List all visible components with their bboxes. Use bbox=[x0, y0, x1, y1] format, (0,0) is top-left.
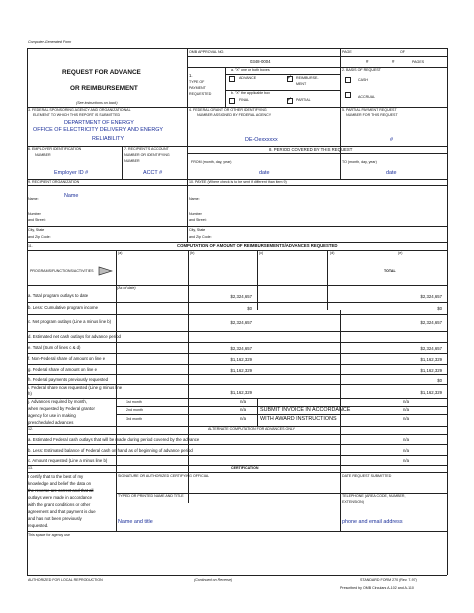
partial-label: PARTIAL bbox=[296, 98, 311, 102]
row-b-label: b. Less: Cumulative program income bbox=[28, 305, 98, 310]
row-c-value: $2,324,657 bbox=[230, 320, 252, 325]
accrual-checkbox[interactable] bbox=[345, 92, 351, 98]
form-title-line2: OR REIMBURSEMENT bbox=[70, 85, 138, 92]
col-b-label: (b) bbox=[190, 251, 195, 255]
sec5-label2: NUMBER FOR THIS REQUEST bbox=[346, 113, 398, 117]
sec10-street-label: and Street: bbox=[189, 218, 207, 222]
footer-middle: (Continued on Reverse) bbox=[194, 578, 233, 582]
sec12-row-b-value: n/a bbox=[403, 448, 409, 453]
row-a-total: $2,324,657 bbox=[420, 294, 442, 299]
row-c-total: $2,324,657 bbox=[420, 320, 442, 325]
col-c-label: (c) bbox=[259, 251, 264, 255]
row-i-label2: h) bbox=[28, 391, 32, 396]
submit-note1: SUBMIT INVOICE IN ACCORDANCE bbox=[260, 407, 351, 413]
sec7-label1: 7. RECIPIENT'S ACCOUNT bbox=[124, 147, 169, 151]
cert-line5: with the grant conditions or other bbox=[28, 502, 91, 507]
as-of-date-label: (As of date) bbox=[117, 286, 136, 290]
row-a-label: a. Total program outlays to date bbox=[28, 293, 89, 298]
cash-label: CASH bbox=[358, 78, 368, 82]
sec8-from-value: date bbox=[259, 170, 270, 176]
month3-label: 3rd month bbox=[126, 417, 143, 421]
sec8-label: 8. PERIOD COVERED BY THIS REQUEST bbox=[269, 147, 353, 152]
sec10-name-label: Name: bbox=[189, 197, 200, 201]
month1-total: n/a bbox=[403, 399, 409, 404]
row-e-total: $2,324,657 bbox=[420, 346, 442, 351]
sec11-title: COMPUTATION OF AMOUNT OF REIMBURSEMENTS/ADVANCES REQUESTED bbox=[177, 243, 338, 248]
advance-checkbox[interactable] bbox=[229, 76, 235, 82]
row-g-label: g. Federal share of amount on line e bbox=[28, 367, 98, 372]
final-label: FINAL bbox=[239, 98, 250, 102]
name-title-value: Name and title bbox=[118, 519, 153, 525]
row-a-value: $2,324,657 bbox=[230, 294, 252, 299]
sec7-label3: NUMBER bbox=[124, 159, 140, 163]
sec10-city-label: City, State bbox=[189, 228, 206, 232]
cert-line8: requested. bbox=[28, 523, 49, 528]
sec6-label2: NUMBER bbox=[35, 153, 51, 157]
sec9-street-label: and Street: bbox=[28, 218, 46, 222]
month2-label: 2nd month bbox=[126, 408, 143, 412]
sec6-label1: 6. EMPLOYER IDENTIFICATION bbox=[28, 147, 82, 151]
sec6-value: Employer ID # bbox=[54, 170, 89, 176]
sec3-value3: RELIABILITY bbox=[92, 136, 125, 142]
sec1-b-label: b. "X" the applicable box bbox=[231, 91, 270, 95]
row-g-total: $1,162,329 bbox=[420, 368, 442, 373]
cert-line3: the reverse are correct and that all bbox=[28, 488, 94, 493]
month2-value: n/a bbox=[240, 407, 246, 412]
sec3-value1: DEPARTMENT OF ENERGY bbox=[64, 120, 134, 126]
sec4-label1: 4. FEDERAL GRANT OR OTHER IDENTIFYING bbox=[189, 108, 267, 112]
cert-line2: knowledge and belief the data on bbox=[28, 481, 92, 486]
pages-label: PAGES bbox=[412, 60, 425, 64]
month3-total: n/a bbox=[403, 416, 409, 421]
month1-label: 1st month bbox=[126, 400, 142, 404]
row-e-value: $2,324,657 bbox=[230, 346, 252, 351]
sec3-value2: OFFICE OF ELECTRICITY DELIVERY AND ENERGY bbox=[33, 127, 164, 133]
arrow-right-icon bbox=[98, 266, 113, 276]
accrual-label: ACCRUAL bbox=[358, 95, 376, 99]
form-instructions: (See instructions on back) bbox=[76, 101, 118, 105]
sec12-row-a-value: n/a bbox=[403, 437, 409, 442]
form-caption: Computer-Generated Form bbox=[28, 40, 72, 44]
of-label: OF bbox=[400, 50, 405, 54]
sec10-zip-label: and Zip Code: bbox=[189, 235, 212, 239]
row-i-value: $1,162,329 bbox=[230, 390, 252, 395]
row-h-label: h. Federal payments previously requested bbox=[28, 377, 109, 382]
phone-label2: EXTENSION) bbox=[342, 500, 364, 504]
sec13-num: 13. bbox=[28, 466, 33, 470]
phone-email-value: phone and email address bbox=[342, 519, 403, 525]
sec12-row-c-label: c. Amount requested (Line a minus line b) bbox=[28, 458, 108, 463]
footer-left: AUTHORIZED FOR LOCAL REPRODUCTION bbox=[28, 578, 103, 582]
sec4-label2: NUMBER ASSIGNED BY FEDERAL AGENCY bbox=[197, 113, 272, 117]
cash-checkbox[interactable] bbox=[345, 77, 351, 83]
row-e-label: e. Total (Sum of lines c & d) bbox=[28, 345, 81, 350]
date-submitted-label: DATE REQUEST SUBMITTED bbox=[342, 474, 392, 478]
programs-label: PROGRAMS/FUNCTIONS/ACTIVITIES bbox=[30, 269, 94, 273]
final-checkbox[interactable] bbox=[229, 98, 235, 104]
sec10-number-label: Number bbox=[189, 212, 202, 216]
row-b-value: $0 bbox=[247, 306, 252, 311]
sec4-value: DE-Oexxxxxx bbox=[245, 137, 278, 143]
partial-check-icon: ✓ bbox=[287, 97, 293, 103]
col-a-label: (a) bbox=[118, 251, 123, 255]
row-f-label: f. Non-Federal share of amount on line e bbox=[28, 356, 106, 361]
sec1-num: 1. bbox=[189, 73, 193, 78]
sec7-value: ACCT # bbox=[143, 170, 163, 176]
month1-value: n/a bbox=[240, 399, 246, 404]
reimbursement-label1: REIMBURSE- bbox=[296, 76, 319, 80]
sec11-num: 11. bbox=[28, 244, 33, 248]
cert-line6: agreement and that payment is due bbox=[28, 509, 96, 514]
cert-line7: and has not been previously bbox=[28, 516, 82, 521]
sec9-name-label: Name: bbox=[28, 197, 39, 201]
sec12-row-a-label: a. Estimated Federal cash outlays that will be made during period covered by the advance bbox=[28, 437, 200, 442]
row-j-label1: j. Advances required by month, bbox=[28, 399, 87, 404]
col-e-label: (e) bbox=[398, 251, 403, 255]
omb-label: OMB APPROVAL NO. bbox=[189, 50, 225, 54]
row-c-label: c. Net program outlays (Line a minus line b) bbox=[28, 319, 112, 324]
sec12-title: ALTERNATE COMPUTATION FOR ADVANCES ONLY bbox=[208, 427, 296, 431]
sec1-type-label: TYPE OF bbox=[189, 80, 205, 84]
submit-note2: WITH AWARD INSTRUCTIONS bbox=[260, 416, 337, 422]
sec9-name-value: Name bbox=[64, 193, 79, 199]
sec3-label2: ELEMENT TO WHICH THIS REPORT IS SUBMITTED bbox=[33, 113, 121, 117]
sec13-title: CERTIFICATION bbox=[231, 466, 259, 470]
month3-value: n/a bbox=[240, 416, 246, 421]
row-d-label: d. Estimated net cash outlays for advance period bbox=[28, 334, 121, 339]
sec9-zip-label: and Zip Code: bbox=[28, 235, 51, 239]
footer-right2: Prescribed by OMB Circulars A-102 and A-110 bbox=[340, 586, 414, 590]
row-j-label3: agency for use in making bbox=[28, 413, 76, 418]
sec10-label: 10. PAYEE (Where check is to be sent if different than item 9) bbox=[189, 180, 287, 184]
row-j-label4: prescheduled advances bbox=[28, 420, 74, 425]
row-i-total: $1,162,329 bbox=[420, 390, 442, 395]
page-label: PAGE bbox=[342, 50, 352, 54]
row-h-total: $0 bbox=[437, 378, 442, 383]
sec9-label: 9. RECIPIENT ORGANIZATION bbox=[28, 180, 80, 184]
sec9-number-label: Number bbox=[28, 212, 41, 216]
sec12-num: 12. bbox=[28, 427, 33, 431]
sec8-to-label: TO (month, day, year) bbox=[342, 160, 377, 164]
row-i-label1: i. Federal share now requested (Line g minus line bbox=[28, 385, 123, 390]
month2-total: n/a bbox=[403, 407, 409, 412]
sec7-label2: NUMBER OR IDENTIFYING bbox=[124, 153, 170, 157]
omb-number: 0348-0004 bbox=[250, 59, 271, 64]
cert-line4: outlays were made in accordance bbox=[28, 495, 93, 500]
cert-line1: I certify that to the best of my bbox=[28, 474, 84, 479]
sec1-requested-label: REQUESTED bbox=[189, 92, 212, 96]
row-f-total: $1,162,329 bbox=[420, 357, 442, 362]
advance-label: ADVANCE bbox=[239, 76, 257, 80]
page-number: # bbox=[366, 59, 369, 64]
row-j-label2: when requested by Federal grantor bbox=[28, 406, 95, 411]
sec8-to-value: date bbox=[386, 170, 397, 176]
row-g-value: $1,162,329 bbox=[230, 368, 252, 373]
sec5-label1: 5. PARTIAL PAYMENT REQUEST bbox=[342, 108, 397, 112]
reimbursement-label2: MENT bbox=[296, 82, 307, 86]
sec8-from-label: FROM (month, day, year) bbox=[191, 160, 232, 164]
total-header: TOTAL bbox=[384, 269, 396, 273]
row-b-total: $0 bbox=[437, 306, 442, 311]
sec12-row-b-label: b. Less: Estimated balance of Federal cash on hand as of beginning of advance period bbox=[28, 448, 193, 453]
footer-right: STANDARD FORM 270 (Rev. 7-97) bbox=[360, 578, 417, 582]
sec2-label: 2. BASIS OF REQUEST bbox=[342, 68, 381, 72]
reimbursement-check-icon: ✓ bbox=[287, 75, 293, 81]
signature-label: SIGNATURE OR AUTHORIZED CERTIFYING OFFICIAL bbox=[118, 474, 210, 478]
col-d-label: (d) bbox=[330, 251, 335, 255]
sec12-row-c-value: n/a bbox=[403, 458, 409, 463]
sec3-label1: 3. FEDERAL SPONSORING AGENCY AND ORGANIZATIONAL bbox=[28, 108, 131, 112]
sec9-city-label: City, State bbox=[28, 228, 45, 232]
row-f-value: $1,162,329 bbox=[230, 357, 252, 362]
sec5-value: # bbox=[390, 137, 393, 143]
sec1-payment-label: PAYMENT bbox=[189, 86, 206, 90]
form-title-line1: REQUEST FOR ADVANCE bbox=[62, 69, 141, 76]
sec1-a-label: a. "X" one or both boxes bbox=[231, 68, 270, 72]
phone-label1: TELEPHONE (AREA CODE, NUMBER, bbox=[342, 494, 406, 498]
agency-use-label: This space for agency use bbox=[28, 533, 70, 537]
typed-name-label: TYPED OR PRINTED NAME AND TITLE bbox=[118, 494, 184, 498]
page-total: # bbox=[392, 59, 395, 64]
